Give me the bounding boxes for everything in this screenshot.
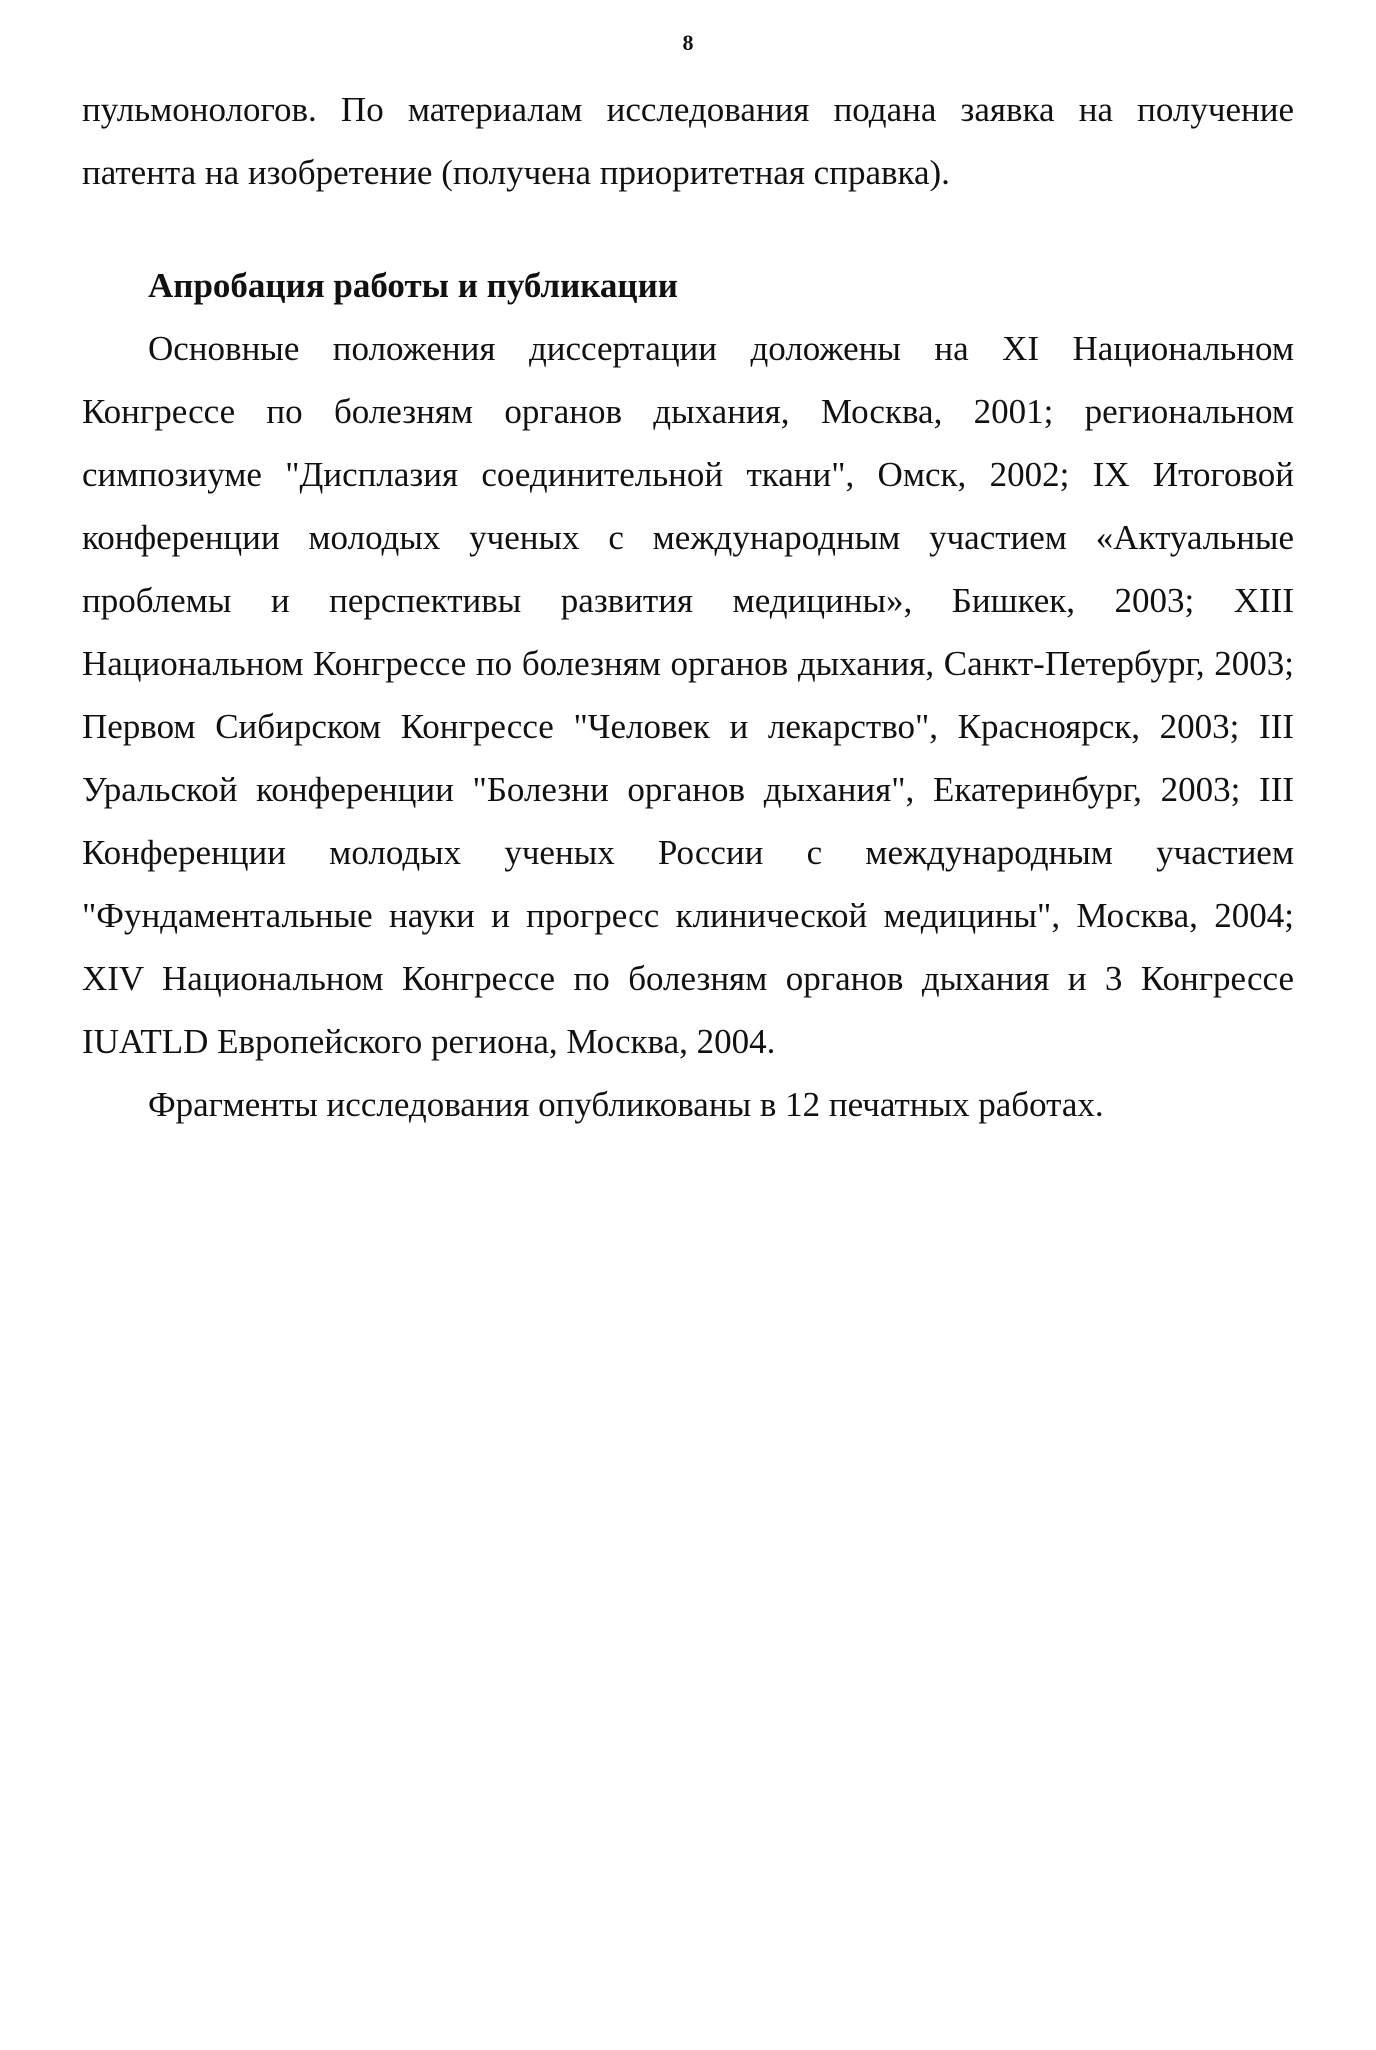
page-number: 8 [682,30,694,55]
page-content [82,78,1294,1136]
publications-paragraph: Фрагменты исследования опубликованы в 12 печатных работах. [148,1085,1104,1124]
section-heading: Апробация работы и публикации [148,266,678,305]
approbation-paragraph: Основные положения диссертации доложены на XI Национальном Конгрессе по болезням органов дыхания, Москва, 2001; региональном симпозиуме "Дисплазия соединительной ткани", Омск, 2002; IX Итоговой конференции молодых ученых с международным участием «Актуальные проблемы и перспективы развития медицины», Бишкек, 2003; XIII Национальном Конгрессе по болезням органов дыхания, Санкт-Петербург, 2003; Первом Сибирском Конгрессе "Человек и лекарство", Красноярск, 2003; III Уральской конференции "Болезни органов дыхания", Екатеринбург, 2003; III Конференции молодых ученых России с международным участием "Фундаментальные науки и прогресс клинической медицины", Москва, 2004; XIV Национальном Конгрессе по болезням органов дыхания и 3 Конгрессе IUATLD Европейского региона, Москва, 2004. [82,329,1294,1061]
intro-paragraph: пульмонологов. По материалам исследования подана заявка на получение патента на изобретение (получена приоритетная справка). [82,90,1294,192]
